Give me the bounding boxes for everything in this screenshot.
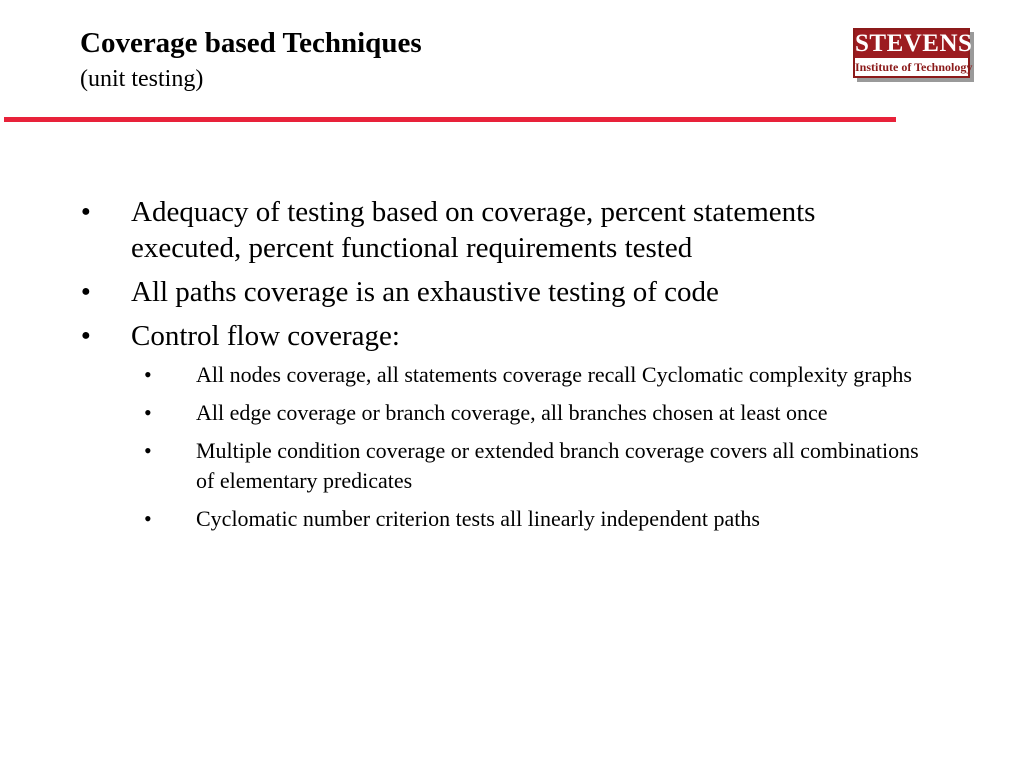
sub-bullet-item: [144, 398, 936, 428]
sub-bullet-dot-icon: •: [144, 506, 152, 531]
bullet-text: Adequacy of testing based on coverage, percent statements executed, percent functional requirements tested: [131, 196, 816, 264]
stevens-logo: [853, 28, 973, 78]
title-divider: [4, 117, 896, 122]
bullet-dot-icon: ●: [81, 283, 91, 300]
sub-bullet-text: Multiple condition coverage or extended branch coverage covers all combinations of elementary predicates: [196, 438, 919, 493]
sub-bullet-dot-icon: •: [144, 362, 152, 387]
bullet-text: Control flow coverage:: [131, 320, 400, 352]
sub-bullet-text: Cyclomatic number criterion tests all linearly independent paths: [196, 506, 760, 531]
sub-bullet-dot-icon: •: [144, 400, 152, 425]
bullet-item: [81, 318, 871, 354]
sub-bullet-item: [144, 360, 936, 390]
bullet-item: [81, 274, 871, 310]
sub-bullet-dot-icon: •: [144, 438, 152, 463]
sub-bullet-text: All nodes coverage, all statements coverage recall Cyclomatic complexity graphs: [196, 362, 912, 387]
bullet-item: [81, 194, 871, 266]
logo-tagline: Institute of Technology: [855, 60, 973, 74]
slide-subtitle: (unit testing): [80, 66, 204, 92]
sub-bullet-item: [144, 436, 936, 496]
slide-body: [0, 194, 1024, 542]
slide-title: Coverage based Techniques: [80, 27, 422, 59]
bullet-dot-icon: ●: [81, 203, 91, 220]
bullet-dot-icon: ●: [81, 327, 91, 344]
logo-name: STEVENS: [855, 30, 973, 57]
sub-bullet-item: [144, 504, 936, 534]
sub-bullet-text: All edge coverage or branch coverage, all branches chosen at least once: [196, 400, 828, 425]
bullet-text: All paths coverage is an exhaustive testing of code: [131, 276, 719, 308]
